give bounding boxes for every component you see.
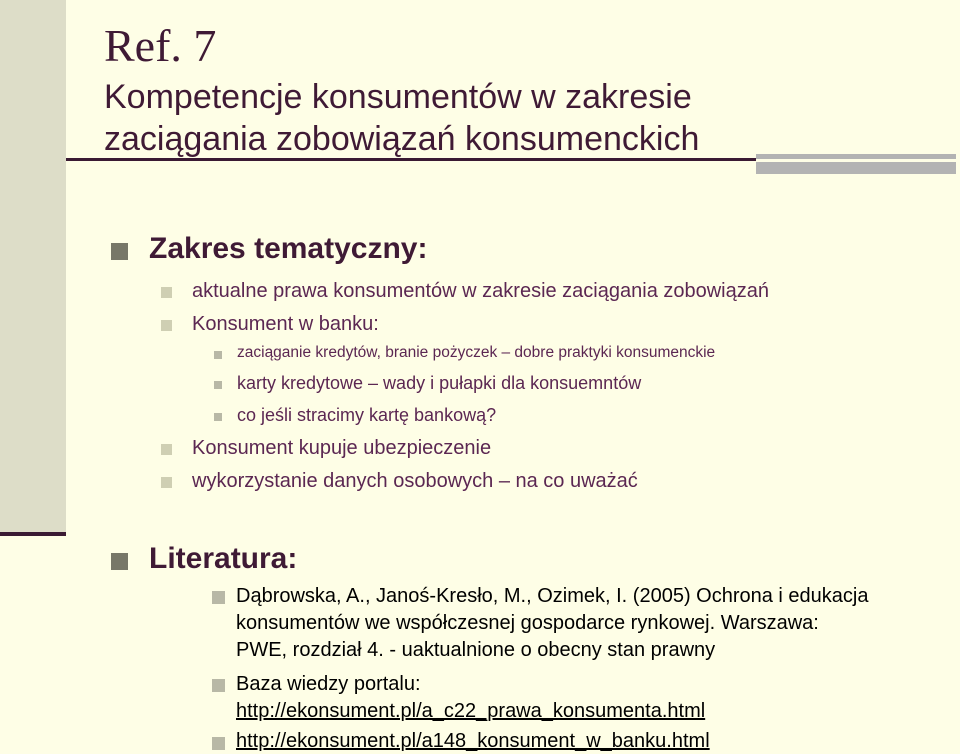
square-bullet-icon bbox=[111, 553, 128, 570]
square-bullet-icon bbox=[214, 381, 222, 389]
zakres-item: Konsument w banku: bbox=[192, 313, 379, 335]
square-bullet-icon bbox=[111, 243, 128, 260]
square-bullet-icon bbox=[212, 679, 225, 692]
zakres-heading: Zakres tematyczny: bbox=[149, 232, 428, 265]
zakres-item: aktualne prawa konsumentów w zakresie zaciągania zobowiązań bbox=[192, 280, 769, 302]
square-bullet-icon bbox=[212, 591, 225, 604]
zakres-item: Konsument kupuje ubezpieczenie bbox=[192, 437, 492, 459]
slide-title bbox=[104, 76, 824, 160]
zakres-subitem: karty kredytowe – wady i pułapki dla konsuemntów bbox=[237, 373, 642, 393]
literatura-ref-label: Baza wiedzy portalu: bbox=[236, 673, 421, 695]
title-line-2: zaciągania zobowiązań konsumenckich bbox=[104, 120, 700, 158]
square-bullet-icon bbox=[161, 320, 172, 331]
square-bullet-icon bbox=[161, 444, 172, 455]
left-decor-band bbox=[0, 0, 66, 536]
square-bullet-icon bbox=[214, 413, 222, 421]
square-bullet-icon bbox=[161, 287, 172, 298]
slide-ref: Ref. 7 bbox=[104, 20, 217, 71]
link-konsument-w-banku[interactable]: http://ekonsument.pl/a148_konsument_w_banku.html bbox=[236, 730, 710, 752]
title-line-1: Kompetencje konsumentów w zakresie bbox=[104, 78, 692, 116]
literatura-ref-line: PWE, rozdział 4. - uaktualnione o obecny stan prawny bbox=[236, 639, 716, 661]
left-decor-rule bbox=[0, 532, 66, 536]
square-bullet-icon bbox=[214, 351, 222, 359]
literatura-ref-line: konsumentów we współczesnej gospodarce rynkowej. Warszawa: bbox=[236, 612, 819, 634]
square-bullet-icon bbox=[212, 737, 225, 750]
literatura-link bbox=[236, 700, 705, 723]
literatura-heading: Literatura: bbox=[149, 542, 298, 575]
zakres-item: wykorzystanie danych osobowych – na co uważać bbox=[192, 470, 638, 492]
link-prawa-konsumenta[interactable]: http://ekonsument.pl/a_c22_prawa_konsumenta.html bbox=[236, 700, 706, 722]
square-bullet-icon bbox=[161, 477, 172, 488]
literatura-link bbox=[236, 730, 710, 753]
zakres-subitem: co jeśli stracimy kartę bankową? bbox=[237, 405, 497, 425]
literatura-ref-line: Dąbrowska, A., Janoś-Kresło, M., Ozimek, I. (2005) Ochrona i edukacja bbox=[236, 585, 869, 607]
zakres-subitem: zaciąganie kredytów, branie pożyczek – dobre praktyki konsumenckie bbox=[237, 344, 716, 361]
